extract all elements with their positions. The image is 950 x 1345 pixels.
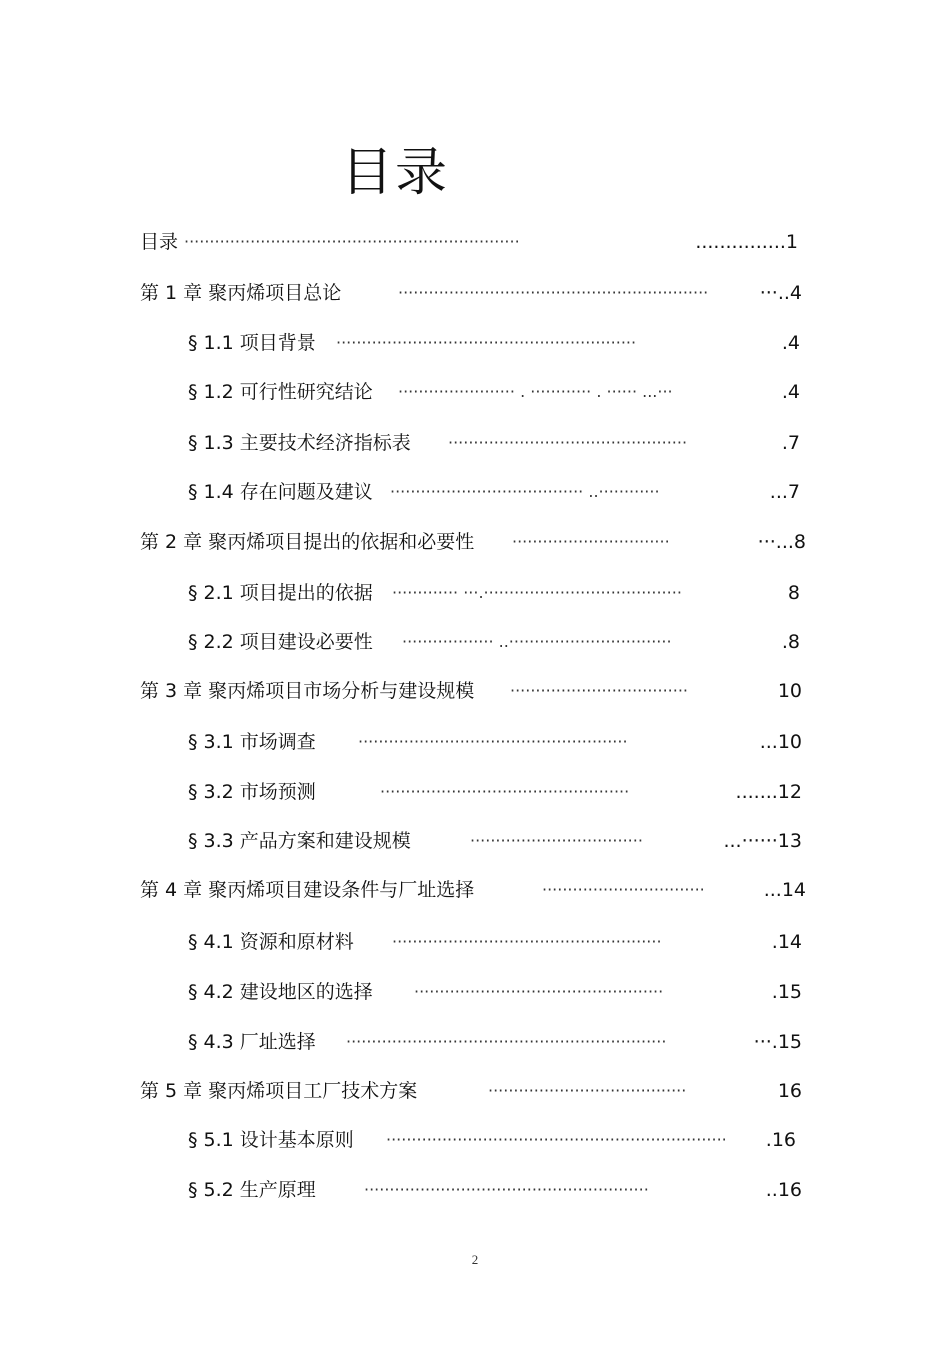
toc-entry-label: 第 2 章 聚丙烯项目提出的依据和必要性 (140, 531, 475, 553)
toc-entry-leader: ························································ (364, 1180, 649, 1199)
toc-entry-section-4-3[interactable] (188, 1029, 802, 1055)
toc-entry-label: § 4.2 建设地区的选择 (188, 981, 373, 1003)
toc-entry-page: ...7 (769, 481, 800, 503)
toc-entry-leader: ·································································· (184, 232, 520, 251)
toc-entry-leader: ··································· (510, 681, 689, 700)
toc-entry-label: § 4.1 资源和原材料 (188, 931, 354, 953)
toc-entry-label: § 5.1 设计基本原则 (188, 1129, 354, 1151)
toc-entry-page: ..16 (765, 1179, 802, 1201)
toc-entry-label: § 2.2 项目建设必要性 (188, 631, 373, 653)
toc-entry-page: ...............1 (695, 231, 798, 253)
toc-entry-leader: ·················· ..································ (402, 632, 672, 651)
toc-entry-chapter-1[interactable] (140, 280, 802, 306)
toc-entry-page: .4 (781, 381, 800, 403)
toc-entry-leader: ······················· . ············ . ······ ...··· (398, 382, 673, 401)
toc-entry-label: 第 4 章 聚丙烯项目建设条件与厂址选择 (140, 879, 475, 901)
toc-entry-leader: ······································· (488, 1081, 687, 1100)
page-title: 目录 (340, 143, 449, 203)
toc-entry-label: § 3.1 市场调查 (188, 731, 316, 753)
toc-entry-label: 第 1 章 聚丙烯项目总论 (140, 282, 342, 304)
toc-entry-leader: ····················································· (358, 732, 628, 751)
toc-entry-leader: ······························································· (346, 1032, 667, 1051)
toc-entry-leader: ································ (542, 880, 705, 899)
toc-entry-label: 目录 (140, 231, 179, 253)
toc-entry-page: ...······13 (723, 830, 802, 852)
toc-entry-leader: ··············································· (448, 433, 688, 452)
toc-entry-page: .4 (781, 332, 800, 354)
toc-entry-page: 16 (777, 1080, 802, 1102)
toc-entry-leader: ······························· (512, 532, 670, 551)
toc-entry-chapter-4[interactable] (140, 877, 806, 903)
toc-entry-page: .14 (771, 931, 802, 953)
toc-entry-section-1-2[interactable] (188, 379, 800, 405)
toc-entry-label: 第 3 章 聚丙烯项目市场分析与建设规模 (140, 680, 475, 702)
toc-entry-page: ···..4 (759, 282, 802, 304)
toc-entry-label: § 1.3 主要技术经济指标表 (188, 432, 411, 454)
toc-entry-label: 第 5 章 聚丙烯项目工厂技术方案 (140, 1080, 418, 1102)
toc-entry-label: § 4.3 厂址选择 (188, 1031, 316, 1053)
toc-entry-page: .7 (781, 432, 800, 454)
toc-entry-label: § 3.2 市场预测 (188, 781, 316, 803)
toc-entry-leader: ················································· (380, 782, 630, 801)
toc-entry-page: .16 (765, 1129, 796, 1151)
toc-entry-leader: ············· ···.······································· (392, 583, 682, 602)
toc-entry-section-1-3[interactable] (188, 430, 800, 456)
toc-entry-section-1-1[interactable] (188, 330, 800, 356)
toc-entry-page: .......12 (735, 781, 802, 803)
toc-entry-leader: ················································· (414, 982, 664, 1001)
toc-entry-label: § 2.1 项目提出的依据 (188, 582, 373, 604)
toc-entry-section-2-2[interactable] (188, 629, 800, 655)
toc-entry-label: § 1.4 存在问题及建议 (188, 481, 373, 503)
toc-entry-section-5-2[interactable] (188, 1177, 802, 1203)
toc-entry-section-4-1[interactable] (188, 929, 802, 955)
toc-entry-section-5-1[interactable] (188, 1127, 796, 1153)
toc-entry-page: .8 (781, 631, 800, 653)
page-number: 2 (471, 1252, 479, 1267)
toc-entry-chapter-3[interactable] (140, 678, 802, 704)
toc-entry-leader: ····························································· (398, 283, 709, 302)
toc-entry-label: § 3.3 产品方案和建设规模 (188, 830, 411, 852)
toc-entry-section-2-1[interactable] (188, 580, 800, 606)
toc-entry-contents[interactable] (140, 229, 798, 255)
toc-entry-section-4-2[interactable] (188, 979, 802, 1005)
toc-entry-page: 8 (787, 582, 800, 604)
toc-entry-page: ···.15 (753, 1031, 802, 1053)
toc-entry-section-3-1[interactable] (188, 729, 802, 755)
toc-entry-page: ...14 (763, 879, 806, 901)
toc-entry-leader: ······································ ..············ (390, 482, 660, 501)
toc-entry-leader: ·································· (470, 831, 643, 850)
toc-entry-page: .15 (771, 981, 802, 1003)
toc-entry-label: § 1.2 可行性研究结论 (188, 381, 373, 403)
toc-entry-leader: ··························································· (336, 333, 637, 352)
toc-entry-chapter-5[interactable] (140, 1078, 802, 1104)
toc-entry-leader: ··································································· (386, 1130, 727, 1149)
toc-entry-label: § 1.1 项目背景 (188, 332, 316, 354)
toc-entry-section-3-3[interactable] (188, 828, 802, 854)
toc-entry-label: § 5.2 生产原理 (188, 1179, 316, 1201)
toc-entry-section-3-2[interactable] (188, 779, 802, 805)
toc-entry-leader: ····················································· (392, 932, 662, 951)
toc-entry-chapter-2[interactable] (140, 529, 806, 555)
toc-entry-page: ···...8 (757, 531, 806, 553)
toc-entry-page: 10 (777, 680, 802, 702)
toc-entry-section-1-4[interactable] (188, 479, 800, 505)
toc-entry-page: ...10 (759, 731, 802, 753)
